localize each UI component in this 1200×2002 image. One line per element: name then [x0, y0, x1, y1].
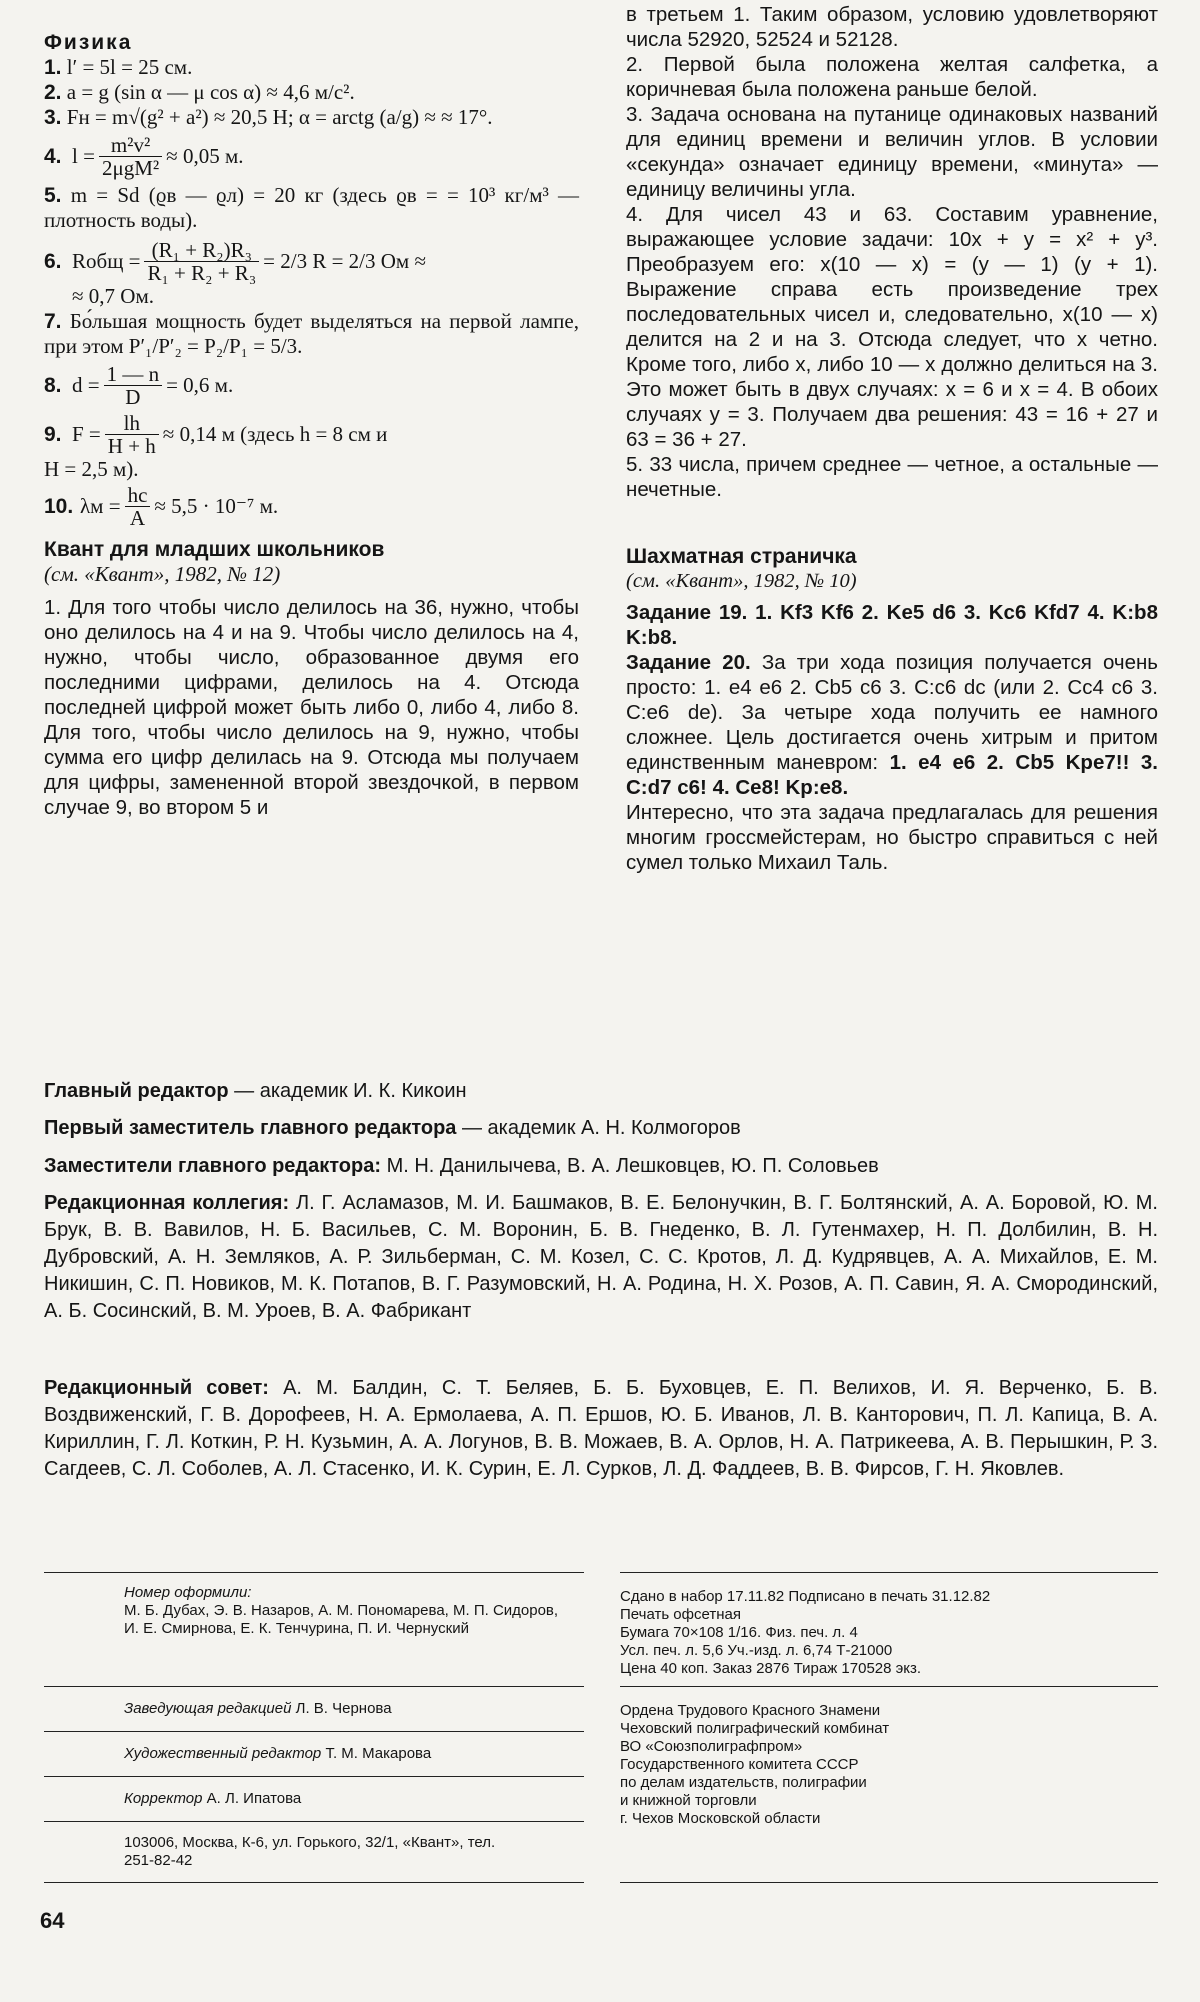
kvant-young-p1: 1. Для того чтобы число делилось на 36, нужно, чтобы оно делилось на 4 и на 9. Чтобы число делилось на 4, нужно, чтобы число, образованное двумя его последними цифрами, делилось на 4. Отсюда последней цифрой может быть либо 0, либо 4, либо 8. Для того, чтобы число делилось на 9, нужно, чтобы сумма его цифр делилась на 9. Отсюда мы получаем для цифры, замененной второй звездочкой, в первом случае 9, во втором 5 и: [44, 596, 579, 819]
chess-task-20: Задание 20. За три хода позиция получается очень просто: 1. e4 e6 2. Cb5 c6 3. C:c6 dc (или 2. Cc4 c6 3. C:e6 de). За четыре хода получить ее намного сложнее. Цель достигается очень хитрым и притом единственным маневром: 1. e4 e6 2. Cb5 Kpe7!! 3. C:d7 c6! 4. Ce8! Kp:e8.: [626, 651, 1158, 799]
divider: [44, 1882, 584, 1883]
physics-title: Физика: [44, 31, 133, 54]
physics-item-6: 6. Rобщ = $\frac{\text{(R₁ + R₂)R₃}}{\text{R₁ + R₂ + R₃}}$ = 2/3 R = 2/3 Ом ≈: [44, 238, 426, 285]
physics-item-10: 10. λм = $\frac{hc}{A}$ ≈ 5,5 · 10⁻⁷ м.: [44, 483, 279, 530]
physics-item-5: 5. m = Sd (ϱв — ϱл) = 20 кг (здесь ϱв = = 10³ кг/м³ — плотность воды).: [44, 183, 580, 232]
imprint-address: 103006, Москва, К-6, ул. Горького, 32/1, «Квант», тел. 251-82-42: [124, 1834, 496, 1869]
imprint-proof: Корректор А. Л. Ипатова: [124, 1790, 302, 1807]
physics-item-2: 2. a = g (sin α — μ cos α) ≈ 4,6 м/с².: [44, 80, 355, 104]
divider: [44, 1686, 584, 1687]
editorial-first-deputy: Первый заместитель главного редактора — академик А. Н. Колмогоров: [44, 1117, 741, 1139]
right-column: [626, 2, 1158, 875]
physics-item-1: 1. l′ = 5l = 25 см.: [44, 55, 193, 79]
physics-item-8: 8. d = $\frac{1 — n}{D}$ = 0,6 м.: [44, 362, 234, 409]
editorial-board: Редакционная коллегия: Л. Г. Асламазов, М. И. Башмаков, В. Е. Белонучкин, В. Г. Болтянский, А. А. Боровой, Ю. М. Брук, В. В. Вавилов, Н. Б. Васильев, С. М. Воронин, Б. В. Гнеденко, В. Л. Гутенмахер, Н. П. Долбилин, В. Н. Дубровский, А. Н. Земляков, А. Р. Зильберман, С. М. Козел, С. С. Кротов, Л. Д. Кудрявцев, А. А. Михайлов, Е. М. Никишин, С. П. Новиков, М. К. Потапов, В. Г. Разумовский, Н. А. Родина, Н. Х. Розов, А. П. Савин, Я. А. Смородинский, А. Б. Сосинский, В. М. Уроев, В. А. Фабрикант: [44, 1192, 1158, 1322]
chess-source: (см. «Квант», 1982, № 10): [626, 570, 857, 592]
divider: [44, 1731, 584, 1732]
imprint-print-info: Сдано в набор 17.11.82 Подписано в печать 31.12.82 Печать офсетная Бумага 70×108 1/16. Физ. печ. л. 4 Усл. печ. л. 5,6 Уч.-изд. л. 6,74 Т-21000 Цена 40 коп. Заказ 2876 Тираж 170528 экз.: [620, 1588, 991, 1677]
editorial-chief: Главный редактор — академик И. К. Кикоин: [44, 1080, 467, 1102]
imprint-designers: Номер оформили: М. Б. Дубах, Э. В. Назаров, А. М. Пономарева, М. П. Сидоров, И. Е. Смирнова, Е. К. Тенчурина, П. И. Чернуский: [124, 1584, 559, 1637]
divider: [44, 1821, 584, 1822]
imprint-head: Заведующая редакцией Л. В. Чернова: [124, 1700, 392, 1717]
divider: [620, 1686, 1158, 1687]
page-number: 64: [40, 1908, 65, 1933]
chess-note: Интересно, что эта задача предлагалась для решения многим гроссмейстерам, но быстро справиться с ней сумел только Михаил Таль.: [626, 801, 1158, 874]
chess-title: Шахматная страничка: [626, 545, 857, 568]
divider: [44, 1572, 584, 1573]
kvant-young-p1-end: в третьем 1. Таким образом, условию удовлетворяют числа 52920, 52524 и 52128.: [626, 3, 1158, 51]
physics-item-9-cont: H = 2,5 м).: [44, 457, 139, 481]
divider: [620, 1572, 1158, 1573]
kvant-young-source: (см. «Квант», 1982, № 12): [44, 562, 281, 586]
kvant-young-p3: 3. Задача основана на путанице одинаковых названий для единиц времени и величин углов. В условии «секунда» означает единицу времени, «минута» — единицу величины угла.: [626, 103, 1158, 201]
kvant-young-p5: 5. 33 числа, причем среднее — четное, а остальные — нечетные.: [626, 453, 1158, 501]
physics-item-6-cont: ≈ 0,7 Ом.: [72, 284, 154, 308]
physics-item-4: 4. l = $\frac{\text{m²v²}}{\text{2μgM²}}$ ≈ 0,05 м.: [44, 133, 244, 180]
imprint-plant: Ордена Трудового Красного Знамени Чеховский полиграфический комбинат ВО «Союзполиграфпром» Государственного комитета СССР по делам издательств, полиграфии и книжной торговли г. Чехов Московской области: [620, 1702, 890, 1827]
imprint-art: Художественный редактор Т. М. Макарова: [124, 1745, 432, 1762]
divider: [620, 1882, 1158, 1883]
physics-item-7: 7. Бо́льшая мощность будет выделяться на первой лампе, при этом P′₁/P′₂ = P₂/P₁ = 5/3.: [44, 309, 579, 358]
left-column: [44, 30, 579, 820]
kvant-young-title: Квант для младших школьников: [44, 538, 385, 561]
chess-task-19: Задание 19. 1. Kf3 Kf6 2. Ke5 d6 3. Kc6 Kfd7 4. K:b8 K:b8.: [626, 601, 1158, 649]
kvant-young-p2: 2. Первой была положена желтая салфетка, а коричневая была положена раньше белой.: [626, 53, 1158, 101]
editorial-deputies: Заместители главного редактора: М. Н. Данилычева, В. А. Лешковцев, Ю. П. Соловьев: [44, 1155, 879, 1177]
kvant-young-p4: 4. Для чисел 43 и 63. Составим уравнение, выражающее условие задачи: 10x + y = x² + y³. Преобразуем его: x(10 — x) = (y — 1) (y + 1). Выражение справа есть произведение трех последовательных чисел и, следовательно, x(10 — x) делится на 2 и на 3. Отсюда следует, что x четно. Кроме того, либо x, либо 10 — x должно делиться на 3. Это может быть в двух случаях: x = 6 и x = 4. В обоих случаях y = 3. Получаем два решения: 43 = 16 + 27 и 63 = 36 + 27.: [626, 203, 1158, 451]
physics-item-9: 9. F = $\frac{lh}{H + h}$ ≈ 0,14 м (здесь h = 8 см и: [44, 411, 388, 458]
divider: [44, 1776, 584, 1777]
editorial-council: Редакционный совет: А. М. Балдин, С. Т. Беляев, Б. Б. Буховцев, Е. П. Велихов, И. Я. Верченко, Б. В. Воздвиженский, Г. В. Дорофеев, Н. А. Ермолаева, А. П. Ершов, Ю. Б. Иванов, Л. В. Канторович, П. Л. Капица, В. А. Кириллин, Г. Л. Коткин, Р. Н. Кузьмин, А. А. Логунов, В. В. Можаев, В. А. Орлов, Н. А. Патрикеева, А. В. Перышкин, Р. З. Сагдеев, С. Л. Соболев, А. Л. Стасенко, И. К. Сурин, Е. Л. Сурков, Л. Д. Фаддеев, В. В. Фирсов, Г. Н. Яковлев.: [44, 1377, 1158, 1480]
physics-item-3: 3. Fн = m√(g² + a²) ≈ 20,5 Н; α = arctg (a/g) ≈ ≈ 17°.: [44, 105, 493, 129]
